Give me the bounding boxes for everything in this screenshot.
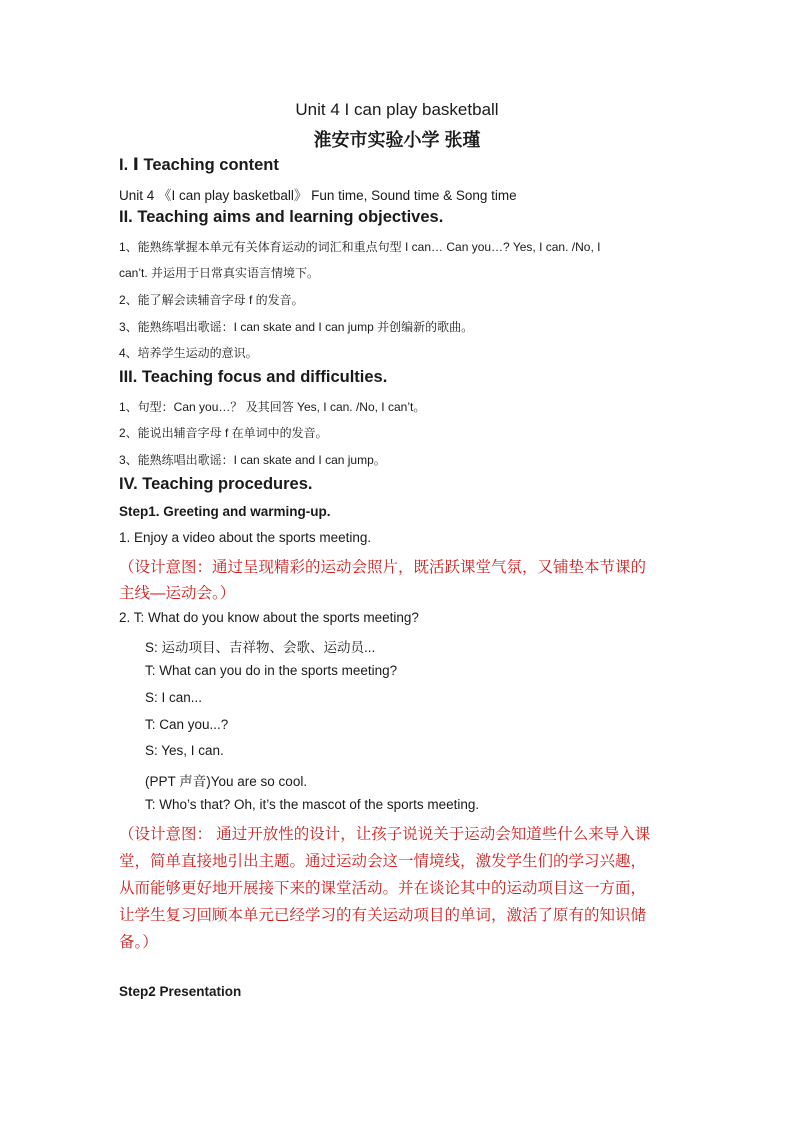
- aim-1-line-1: 1、能熟练掌握本单元有关体育运动的词汇和重点句型 I can… Can you…? Yes, I can. /No, I: [119, 240, 601, 254]
- section-1-content: Unit 4 《I can play basketball》 Fun time, Sound time & Song time: [119, 188, 517, 203]
- step-1-heading: Step1. Greeting and warming-up.: [119, 504, 331, 519]
- doc-title: Unit 4 I can play basketball: [295, 100, 499, 119]
- section-1-heading: I. Ⅰ Teaching content: [119, 156, 279, 174]
- dialog-line-2: T: What can you do in the sports meeting?: [145, 663, 398, 678]
- dialog-line-5: S: Yes, I can.: [145, 743, 224, 758]
- focus-1: 1、句型：Can you…？ 及其回答 Yes, I can. /No, I can’t。: [119, 400, 426, 414]
- design-note-2-line-2: 堂，简单直接地引出主题。通过运动会这一情境线，激发学生们的学习兴趣，: [119, 853, 647, 870]
- design-note-2-line-3: 从而能够更好地开展接下来的课堂活动。并在谈论其中的运动项目这一方面，: [119, 880, 647, 897]
- design-note-1-line-1: （设计意图：通过呈现精彩的运动会照片，既活跃课堂气氛，又铺垫本节课的: [119, 559, 647, 576]
- section-2-heading: II. Teaching aims and learning objectives.: [119, 208, 444, 226]
- step-2-heading: Step2 Presentation: [119, 984, 242, 999]
- dialog-line-6: (PPT 声音)You are so cool.: [145, 774, 308, 789]
- aim-1-line-2: can’t. 并运用于日常真实语言情境下。: [119, 266, 320, 280]
- dialog-line-1: S: 运动项目、吉祥物、会歌、运动员...: [145, 640, 376, 655]
- dialog-line-7: T: Who’s that? Oh, it’s the mascot of the sports meeting.: [145, 797, 480, 812]
- aim-2: 2、能了解会读辅音字母 f 的发音。: [119, 293, 304, 307]
- doc-author: 淮安市实验小学 张瑾: [313, 130, 481, 150]
- section-4-heading: IV. Teaching procedures.: [119, 475, 313, 493]
- aim-3: 3、能熟练唱出歌谣：I can skate and I can jump 并创编新的歌曲。: [119, 320, 474, 334]
- design-note-1-line-2: 主线—运动会。）: [119, 585, 236, 602]
- design-note-2-line-5: 备。）: [119, 934, 158, 951]
- design-note-2-line-4: 让学生复习回顾本单元已经学习的有关运动项目的单词，激活了原有的知识储: [119, 907, 647, 924]
- aim-4: 4、培养学生运动的意识。: [119, 346, 258, 360]
- dialog-line-4: T: Can you...?: [145, 717, 229, 732]
- focus-3: 3、能熟练唱出歌谣：I can skate and I can jump。: [119, 453, 386, 467]
- focus-2: 2、能说出辅音字母 f 在单词中的发音。: [119, 426, 328, 440]
- design-note-2-line-1: （设计意图： 通过开放性的设计，让孩子说说关于运动会知道些什么来导入课: [119, 826, 651, 843]
- procedure-1: 1. Enjoy a video about the sports meeting.: [119, 530, 372, 545]
- section-3-heading: III. Teaching focus and difficulties.: [119, 368, 388, 386]
- dialog-line-3: S: I can...: [145, 690, 203, 705]
- procedure-2: 2. T: What do you know about the sports meeting?: [119, 610, 419, 625]
